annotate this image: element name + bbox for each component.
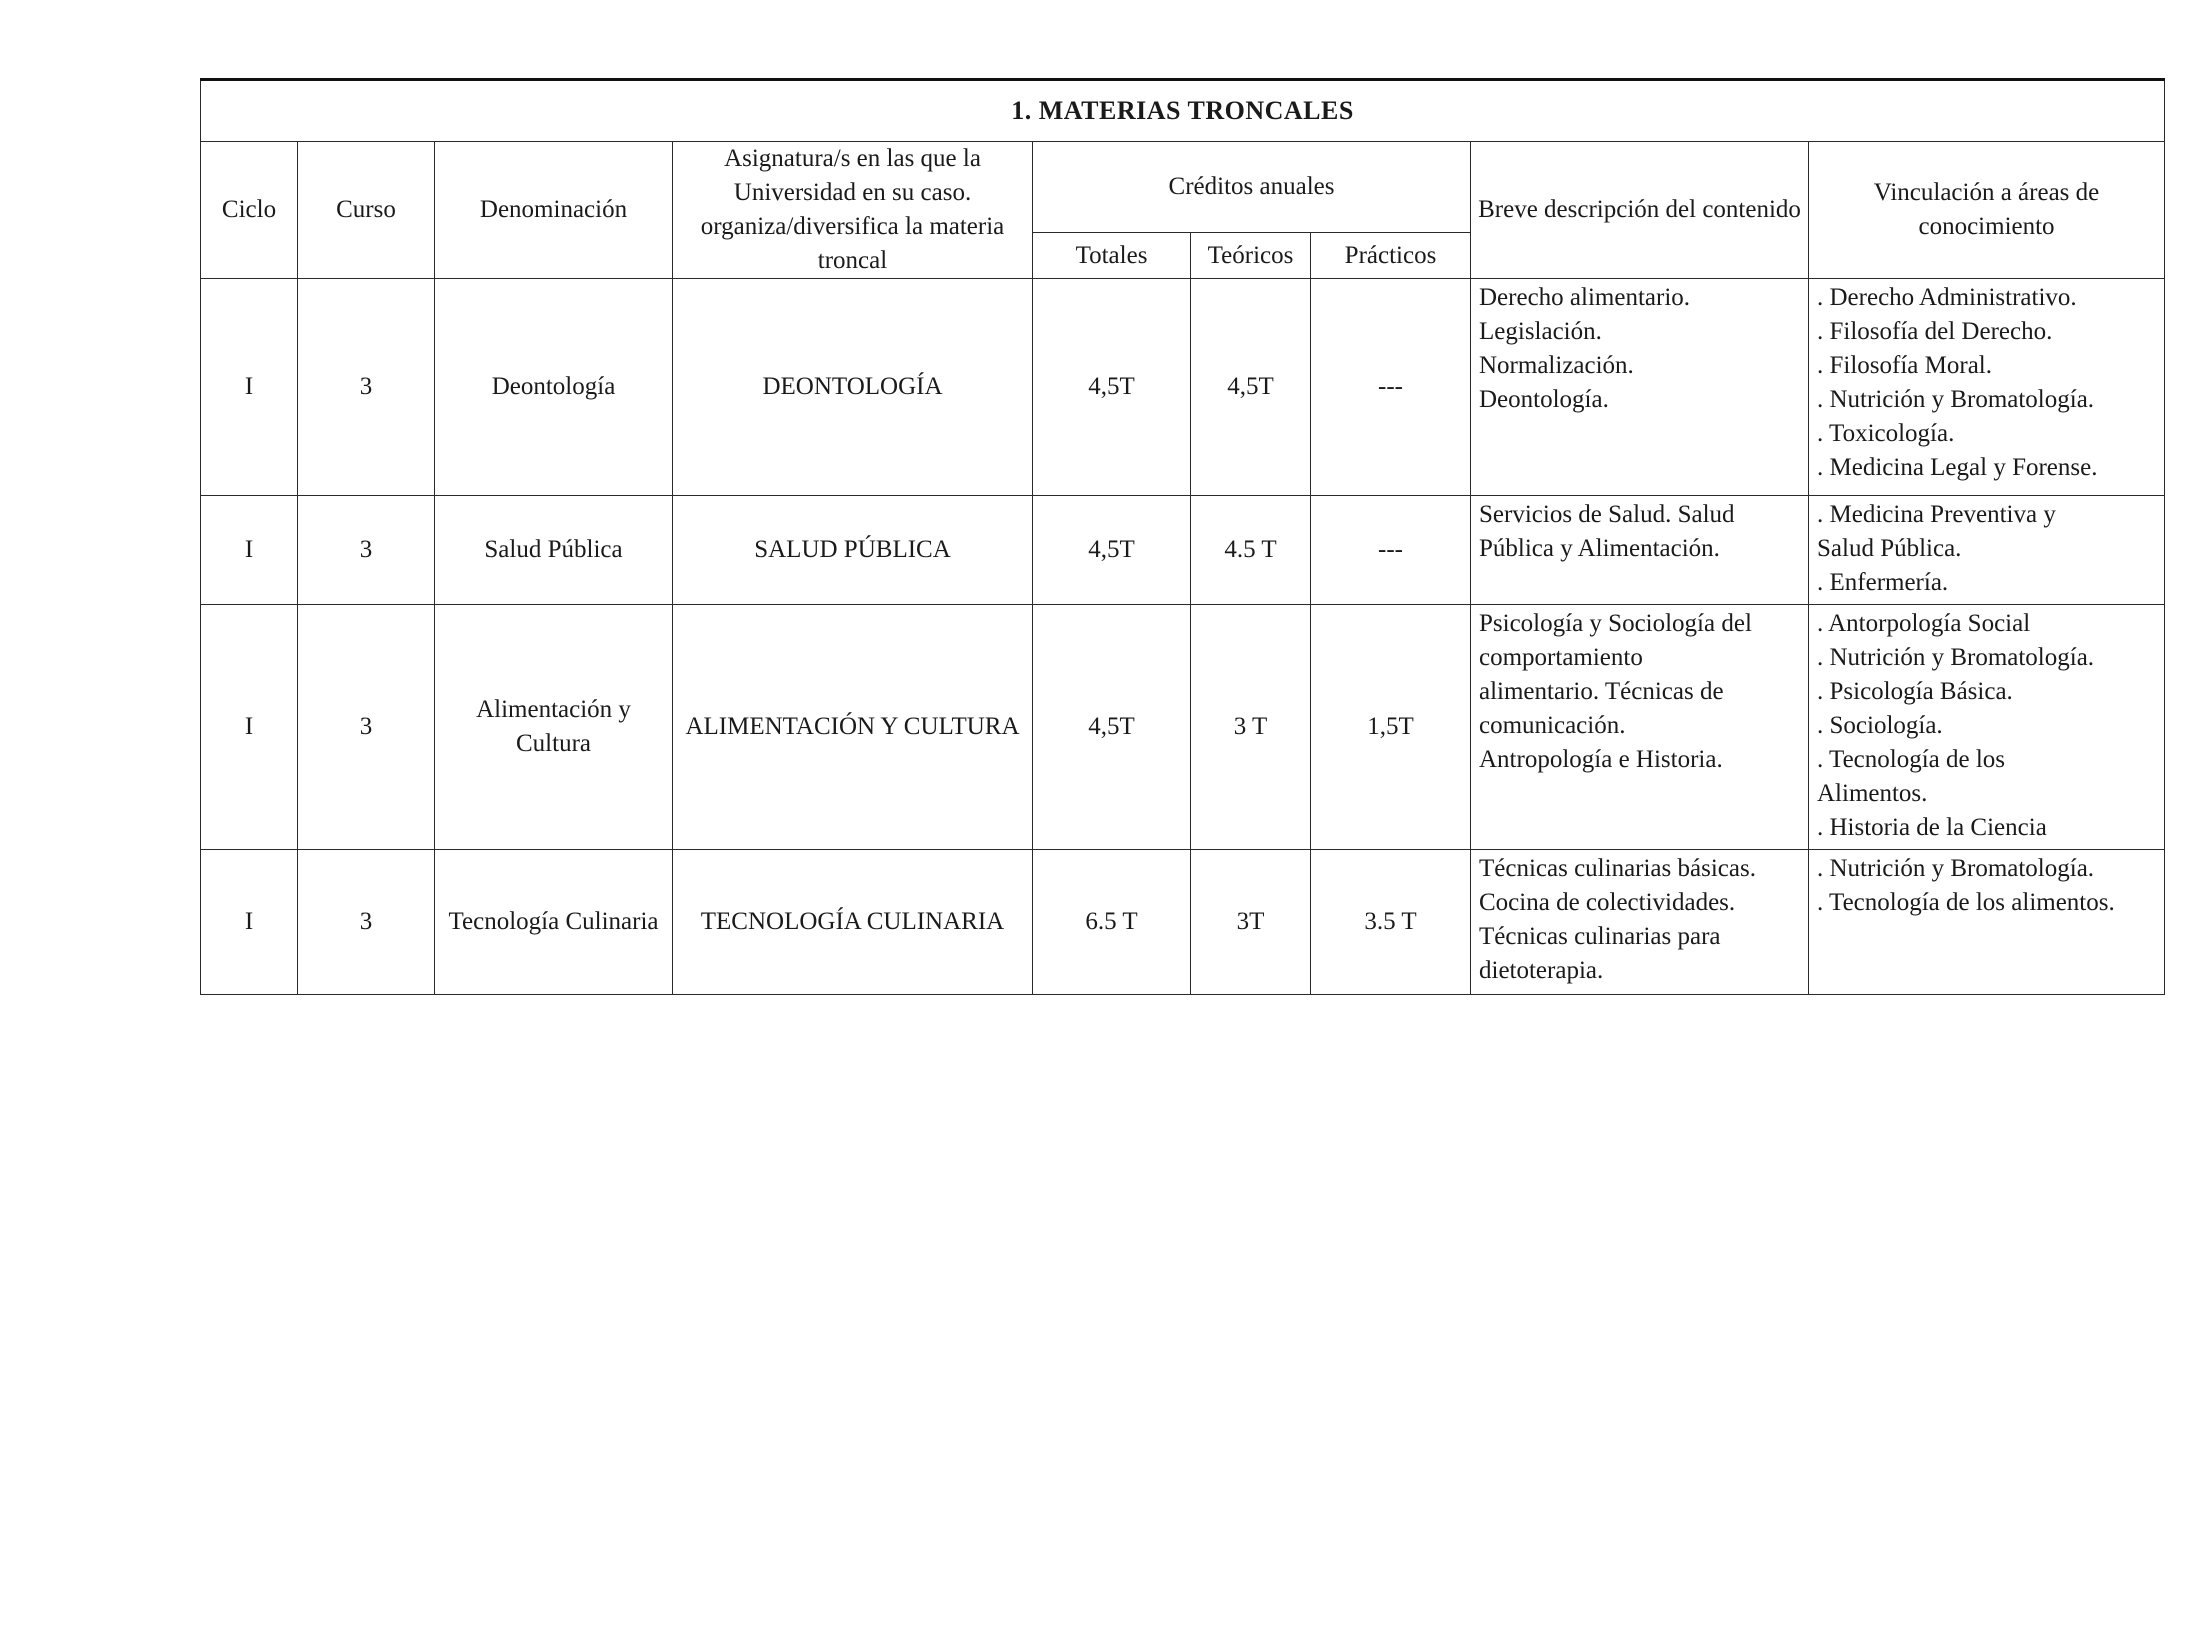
area-line: . Derecho Administrativo.: [1817, 284, 2077, 311]
area-line: Salud Pública.: [1817, 535, 1962, 562]
descripcion-line: Antropología e Historia.: [1479, 746, 1723, 773]
area-line: . Toxicología.: [1817, 420, 1955, 447]
cell-curso: 3: [298, 279, 435, 496]
descripcion-line: Deontología.: [1479, 386, 1609, 413]
descripcion-line: Cocina de colectividades.: [1479, 889, 1736, 916]
cell-ciclo: I: [201, 850, 298, 995]
area-line: . Medicina Legal y Forense.: [1817, 454, 2098, 481]
cell-descripcion: [1471, 279, 1809, 496]
header-practicos: Prácticos: [1311, 233, 1471, 279]
table-row: [201, 605, 2165, 850]
cell-teoricos: 4.5 T: [1191, 496, 1311, 605]
cell-practicos: ---: [1311, 496, 1471, 605]
descripcion-line: dietoterapia.: [1479, 957, 1604, 984]
descripcion-line: Psicología y Sociología del: [1479, 610, 1752, 637]
descripcion-line: Técnicas culinarias para: [1479, 923, 1721, 950]
cell-descripcion: [1471, 496, 1809, 605]
table-row: [201, 850, 2165, 995]
cell-ciclo: I: [201, 279, 298, 496]
area-line: . Medicina Preventiva y: [1817, 501, 2056, 528]
cell-descripcion: [1471, 605, 1809, 850]
area-line: . Tecnología de los alimentos.: [1817, 889, 2115, 916]
cell-denominacion: Deontología: [435, 279, 673, 496]
area-line: . Filosofía Moral.: [1817, 352, 1992, 379]
area-line: . Historia de la Ciencia: [1817, 814, 2047, 841]
descripcion-line: Normalización.: [1479, 352, 1634, 379]
cell-teoricos: 4,5T: [1191, 279, 1311, 496]
cell-areas: [1809, 605, 2165, 850]
materias-troncales-table: [200, 78, 2165, 995]
header-creditos: Créditos anuales: [1033, 142, 1471, 233]
cell-asignatura: TECNOLOGÍA CULINARIA: [673, 850, 1033, 995]
descripcion-line: Derecho alimentario.: [1479, 284, 1691, 311]
cell-ciclo: I: [201, 496, 298, 605]
area-line: . Psicología Básica.: [1817, 678, 2013, 705]
descripcion-line: comportamiento: [1479, 644, 1643, 671]
area-line: . Antorpología Social: [1817, 610, 2031, 637]
cell-totales: 4,5T: [1033, 279, 1191, 496]
descripcion-line: comunicación.: [1479, 712, 1626, 739]
cell-totales: 4,5T: [1033, 605, 1191, 850]
area-line: . Enfermería.: [1817, 569, 1949, 596]
area-line: . Sociología.: [1817, 712, 1943, 739]
cell-asignatura: SALUD PÚBLICA: [673, 496, 1033, 605]
header-ciclo: Ciclo: [201, 142, 298, 279]
cell-denominacion: Alimentación y Cultura: [435, 605, 673, 850]
table-row: [201, 496, 2165, 605]
cell-teoricos: 3 T: [1191, 605, 1311, 850]
header-denominacion: Denominación: [435, 142, 673, 279]
header-curso: Curso: [298, 142, 435, 279]
cell-denominacion: Tecnología Culinaria: [435, 850, 673, 995]
area-line: Alimentos.: [1817, 780, 1928, 807]
area-line: . Nutrición y Bromatología.: [1817, 386, 2095, 413]
header-asignatura: Asignatura/s en las que la Universidad en su caso. organiza/diversifica la materia troncal: [673, 142, 1033, 279]
area-line: . Tecnología de los: [1817, 746, 2006, 773]
cell-asignatura: DEONTOLOGÍA: [673, 279, 1033, 496]
cell-areas: [1809, 496, 2165, 605]
cell-ciclo: I: [201, 605, 298, 850]
table-row: [201, 279, 2165, 496]
cell-practicos: ---: [1311, 279, 1471, 496]
cell-curso: 3: [298, 496, 435, 605]
descripcion-line: Servicios de Salud. Salud: [1479, 501, 1735, 528]
area-line: . Filosofía del Derecho.: [1817, 318, 2053, 345]
descripcion-line: alimentario. Técnicas de: [1479, 678, 1724, 705]
descripcion-line: Técnicas culinarias básicas.: [1479, 855, 1756, 882]
header-teoricos: Teóricos: [1191, 233, 1311, 279]
area-line: . Nutrición y Bromatología.: [1817, 644, 2095, 671]
cell-practicos: 1,5T: [1311, 605, 1471, 850]
cell-curso: 3: [298, 850, 435, 995]
descripcion-line: Pública y Alimentación.: [1479, 535, 1720, 562]
cell-practicos: 3.5 T: [1311, 850, 1471, 995]
cell-asignatura: ALIMENTACIÓN Y CULTURA: [673, 605, 1033, 850]
header-descripcion: Breve descripción del contenido: [1471, 142, 1809, 279]
descripcion-line: Legislación.: [1479, 318, 1602, 345]
cell-areas: [1809, 850, 2165, 995]
header-totales: Totales: [1033, 233, 1191, 279]
cell-denominacion: Salud Pública: [435, 496, 673, 605]
header-vinculacion: Vinculación a áreas de conocimiento: [1809, 142, 2165, 279]
table-title: 1. MATERIAS TRONCALES: [201, 80, 2165, 142]
cell-totales: 6.5 T: [1033, 850, 1191, 995]
area-line: . Nutrición y Bromatología.: [1817, 855, 2095, 882]
cell-curso: 3: [298, 605, 435, 850]
cell-teoricos: 3T: [1191, 850, 1311, 995]
cell-descripcion: [1471, 850, 1809, 995]
cell-areas: [1809, 279, 2165, 496]
cell-totales: 4,5T: [1033, 496, 1191, 605]
document-sheet: [200, 78, 2164, 984]
